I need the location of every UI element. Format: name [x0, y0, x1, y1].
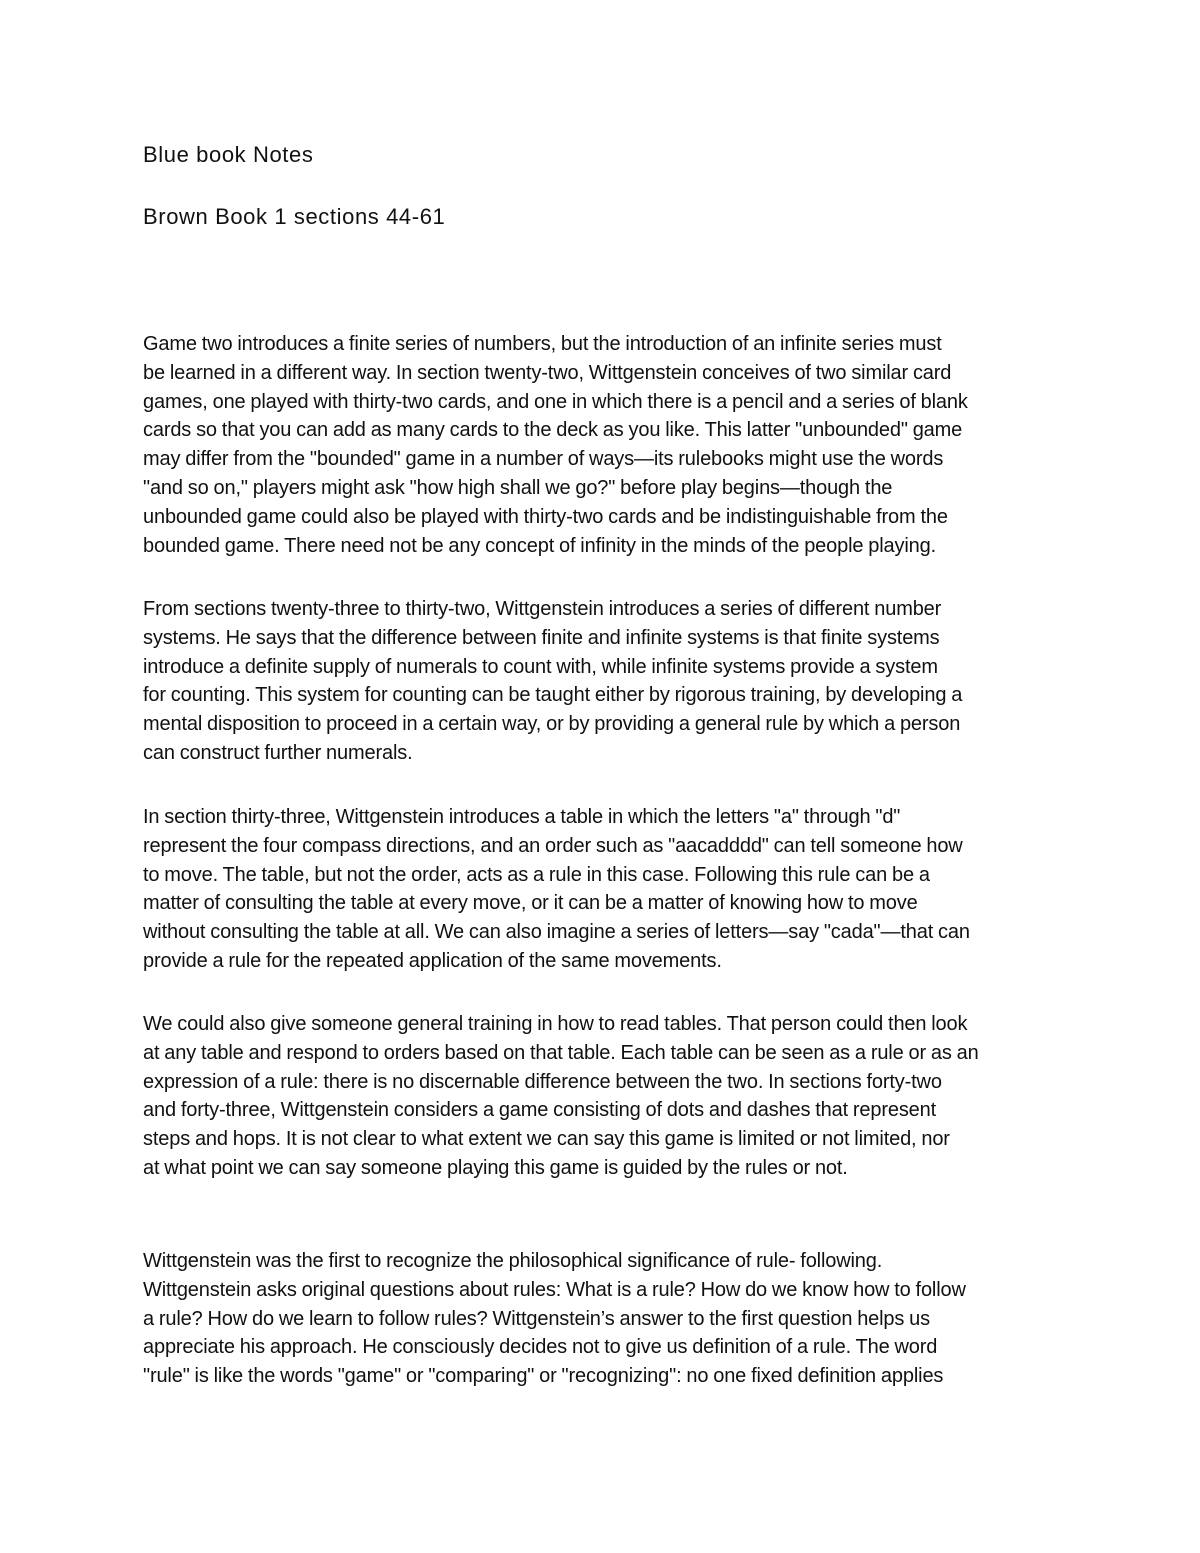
paragraph-4: [143, 1010, 1063, 1183]
paragraph-line: Game two introduces a finite series of numbers, but the introduction of an infinite series must: [143, 333, 942, 355]
paragraph-line: to move. The table, but not the order, acts as a rule in this case. Following this rule can be a: [143, 863, 930, 886]
paragraph-line: provide a rule for the repeated application of the same movements.: [143, 949, 722, 972]
paragraph-line: may differ from the "bounded" game in a number of ways—its rulebooks might use the words: [143, 448, 944, 471]
paragraph-2: [143, 595, 1063, 768]
paragraph-line: From sections twenty-three to thirty-two, Wittgenstein introduces a series of different number: [143, 598, 942, 620]
paragraph-line: In section thirty-three, Wittgenstein introduces a table in which the letters "a" through "d": [143, 806, 901, 828]
paragraph-line: without consulting the table at all. We can also imagine a series of letters—say "cada"—that can: [143, 921, 970, 944]
paragraph-line: represent the four compass directions, and an order such as "aacadddd" can tell someone how: [143, 834, 963, 857]
paragraph-line: appreciate his approach. He consciously decides not to give us definition of a rule. The word: [143, 1336, 938, 1359]
paragraph-line: be learned in a different way. In section twenty-two, Wittgenstein conceives of two similar card: [143, 361, 952, 384]
paragraph-line: We could also give someone general training in how to read tables. That person could then look: [143, 1013, 968, 1035]
paragraph-line: games, one played with thirty-two cards, and one in which there is a pencil and a series of blank: [143, 390, 968, 413]
paragraph-line: matter of consulting the table at every move, or it can be a matter of knowing how to move: [143, 892, 918, 915]
paragraph-line: and forty-three, Wittgenstein considers a game consisting of dots and dashes that represent: [143, 1099, 937, 1122]
paragraph-line: at what point we can say someone playing this game is guided by the rules or not.: [143, 1156, 848, 1179]
document-title: Blue book Notes: [143, 142, 314, 167]
paragraph-line: "and so on," players might ask "how high shall we go?" before play begins—though the: [143, 476, 893, 499]
paragraph-line: a rule? How do we learn to follow rules? Wittgenstein’s answer to the first question helps us: [143, 1307, 930, 1330]
paragraph-line: can construct further numerals.: [143, 741, 413, 764]
paragraph-line: introduce a definite supply of numerals to count with, while infinite systems provide a system: [143, 655, 938, 678]
paragraph-line: at any table and respond to orders based on that table. Each table can be seen as a rule or as an: [143, 1041, 979, 1064]
paragraph-line: systems. He says that the difference between finite and infinite systems is that finite systems: [143, 626, 940, 649]
paragraph-line: mental disposition to proceed in a certain way, or by providing a general rule by which a person: [143, 713, 961, 736]
paragraph-line: steps and hops. It is not clear to what extent we can say this game is limited or not limited, nor: [143, 1128, 950, 1151]
paragraph-line: cards so that you can add as many cards to the deck as you like. This latter "unbounded" game: [143, 419, 963, 442]
paragraph-line: Wittgenstein was the first to recognize the philosophical significance of rule- following.: [143, 1250, 883, 1272]
paragraph-line: "rule" is like the words "game" or "comparing" or "recognizing": no one fixed definition applies: [143, 1365, 944, 1388]
paragraph-line: expression of a rule: there is no discernable difference between the two. In sections forty-two: [143, 1070, 942, 1093]
paragraph-1: [143, 330, 1063, 560]
paragraph-line: bounded game. There need not be any concept of infinity in the minds of the people playing.: [143, 534, 936, 557]
document-subtitle: Brown Book 1 sections 44-61: [143, 204, 446, 229]
paragraph-line: Wittgenstein asks original questions about rules: What is a rule? How do we know how to follow: [143, 1278, 966, 1301]
paragraph-line: for counting. This system for counting can be taught either by rigorous training, by developing a: [143, 684, 963, 707]
paragraph-3: [143, 803, 1063, 976]
paragraph-5: [143, 1247, 1063, 1391]
paragraph-line: unbounded game could also be played with thirty-two cards and be indistinguishable from the: [143, 505, 948, 528]
